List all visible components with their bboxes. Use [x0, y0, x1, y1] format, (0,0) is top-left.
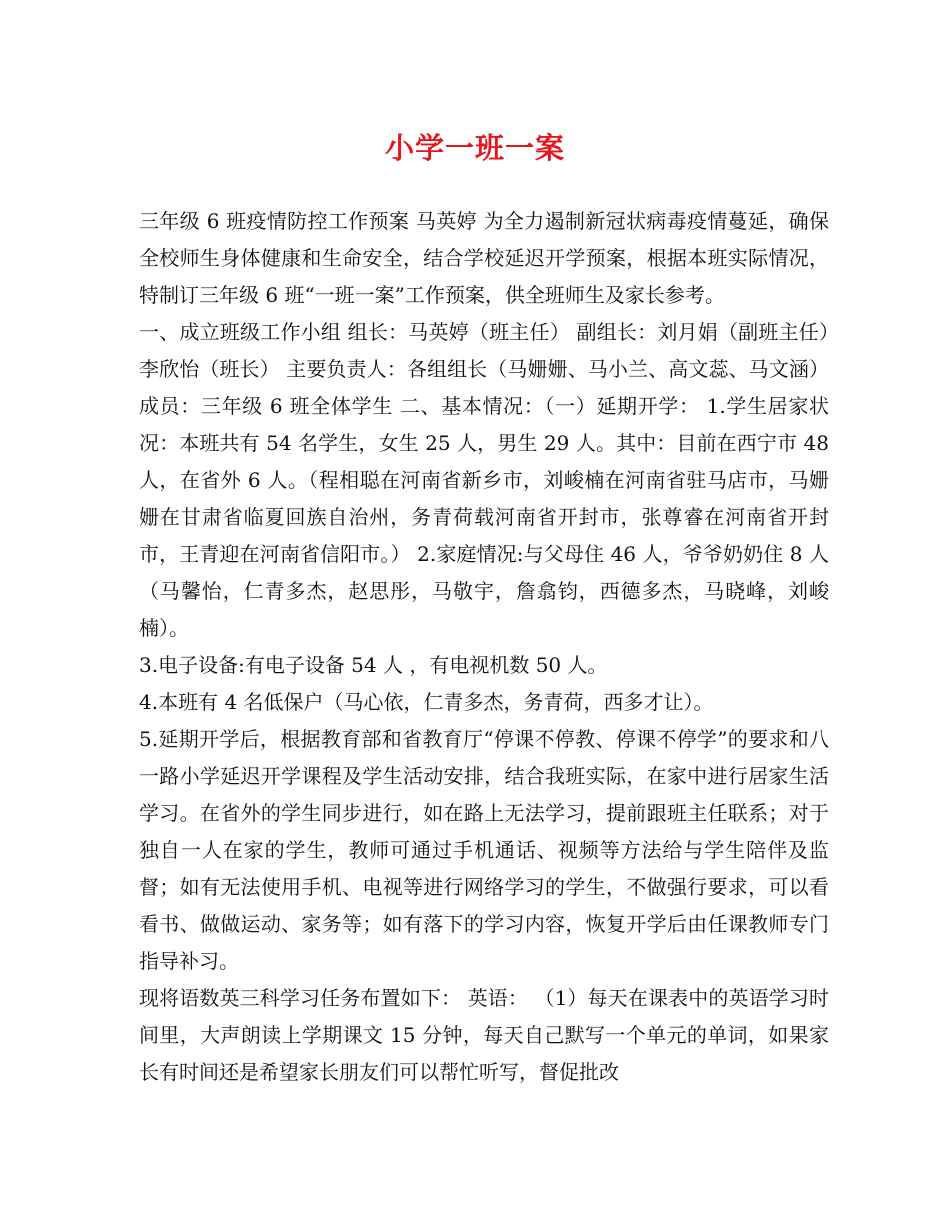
paragraph-basic-info: 一、成立班级工作小组 组长：马英婷（班主任） 副组长：刘月娟（副班主任）李欣怡（班长） 主要负责人：各组组长（马姗姗、马小兰、高文蕊、马文涵） 成员：三年级 6 班全体学生 二、基本情况：（一）延期开学： 1.学生居家状况：本班共有 54 名学生，女生 25 人，男生 29 人。其中：目前在西宁市 48 人，在省外 6 人。（程相聪在河南省新乡市，刘峻楠在河南省驻马店市，马姗姗在甘肃省临夏回族自治州，务青荷载河南省开封市，张尊睿在河南省开封市，王青迎在河南省信阳市。） 2.家庭情况:与父母住 46 人，爷爷奶奶住 8 人（马馨怡，仁青多杰，赵思彤，马敬宇，詹翕钧，西德多杰，马晓峰，刘峻楠）。: [139, 320, 829, 640]
paragraph-study-plan: 5.延期开学后，根据教育部和省教育厅“停课不停教、停课不停学”的要求和八一路小学延迟开学课程及学生活动安排，结合我班实际，在家中进行居家生活学习。在省外的学生同步进行，如在路上无法学习，提前跟班主任联系；对于独自一人在家的学生，教师可通过手机通话、视频等方法给与学生陪伴及监督；如有无法使用手机、电视等进行网络学习的学生，不做强行要求，可以看看书、做做运动、家务等；如有落下的学习内容，恢复开学后由任课教师专门指导补习。: [139, 727, 829, 973]
paragraph-intro: 三年级 6 班疫情防控工作预案 马英婷 为全力遏制新冠状病毒疫情蔓延，确保全校师生身体健康和生命安全，结合学校延迟开学预案，根据本班实际情况，特制订三年级 6 班“一班一案”工作预案，供全班师生及家长参考。: [139, 209, 829, 307]
document-body: [139, 203, 829, 1091]
paragraph-low-income: 4.本班有 4 名低保户（马心依，仁青多杰，务青荷，西多才让）。: [139, 690, 714, 714]
document-title: 小学一班一案: [384, 131, 565, 165]
paragraph-devices: 3.电子设备:有电子设备 54 人 ，有电视机数 50 人。: [139, 653, 608, 677]
paragraph-tasks: 现将语数英三科学习任务布置如下： 英语： （1）每天在课表中的英语学习时间里，大声朗读上学期课文 15 分钟，每天自己默写一个单元的单词，如果家长有时间还是希望家长朋友们可以帮忙听写，督促批改: [139, 986, 829, 1084]
